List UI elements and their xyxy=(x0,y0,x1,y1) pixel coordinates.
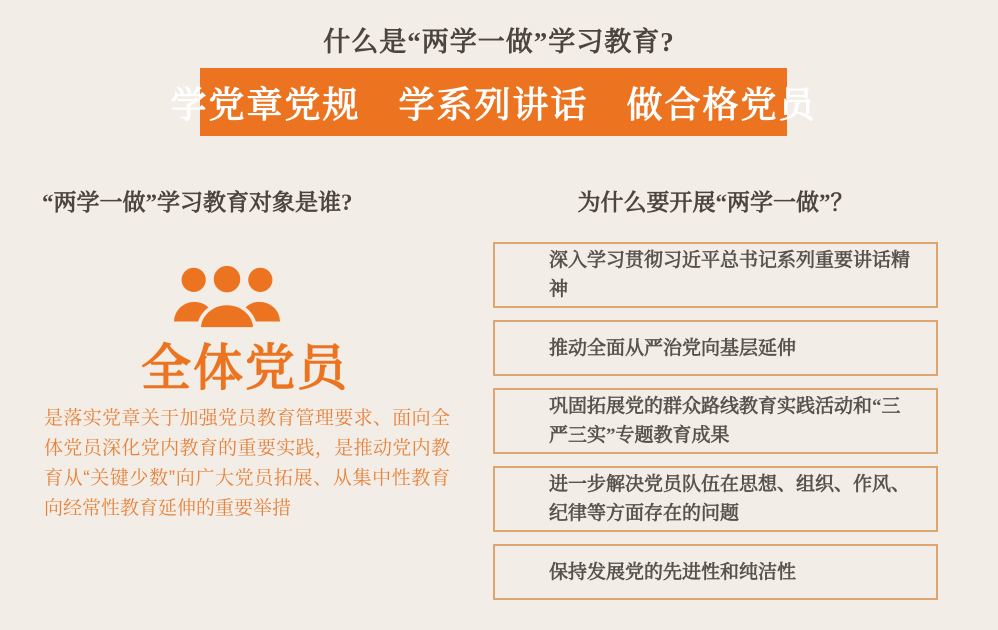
reason-box-4 xyxy=(493,466,938,532)
slogan-banner-text: 学党章党规 学系列讲话 做合格党员 xyxy=(170,84,817,125)
who-description-paragraph: 是落实党章关于加强党员教育管理要求、面向全体党员深化党内教育的重要实践，是推动党内教育从“关键少数”向广大党员拓展、从集中性教育向经常性教育延伸的重要举措 xyxy=(44,408,450,519)
reason-box-1 xyxy=(493,242,938,308)
reason-box-3 xyxy=(493,388,938,454)
reason-text: 巩固拓展党的群众路线教育实践活动和“三严三实”专题教育成果 xyxy=(549,396,901,446)
who-answer-text: 全体党员 xyxy=(141,340,349,396)
reason-text: 深入学习贯彻习近平总书记系列重要讲话精神 xyxy=(549,250,911,300)
page-title: 什么是“两学一做”学习教育? xyxy=(323,27,675,57)
reason-text: 保持发展党的先进性和纯洁性 xyxy=(549,561,797,583)
people-group-icon xyxy=(174,260,280,330)
why-section-heading: 为什么要开展“两学一做”？ xyxy=(577,190,854,215)
reason-list xyxy=(493,242,938,612)
reason-box-5 xyxy=(493,544,938,600)
reason-box-2 xyxy=(493,320,938,376)
slogan-banner xyxy=(170,68,817,136)
reason-text: 推动全面从严治党向基层延伸 xyxy=(549,337,797,359)
who-section-heading: “两学一做”学习教育对象是谁? xyxy=(42,190,353,215)
reason-text: 进一步解决党员队伍在思想、组织、作风、纪律等方面存在的问题 xyxy=(549,474,911,524)
